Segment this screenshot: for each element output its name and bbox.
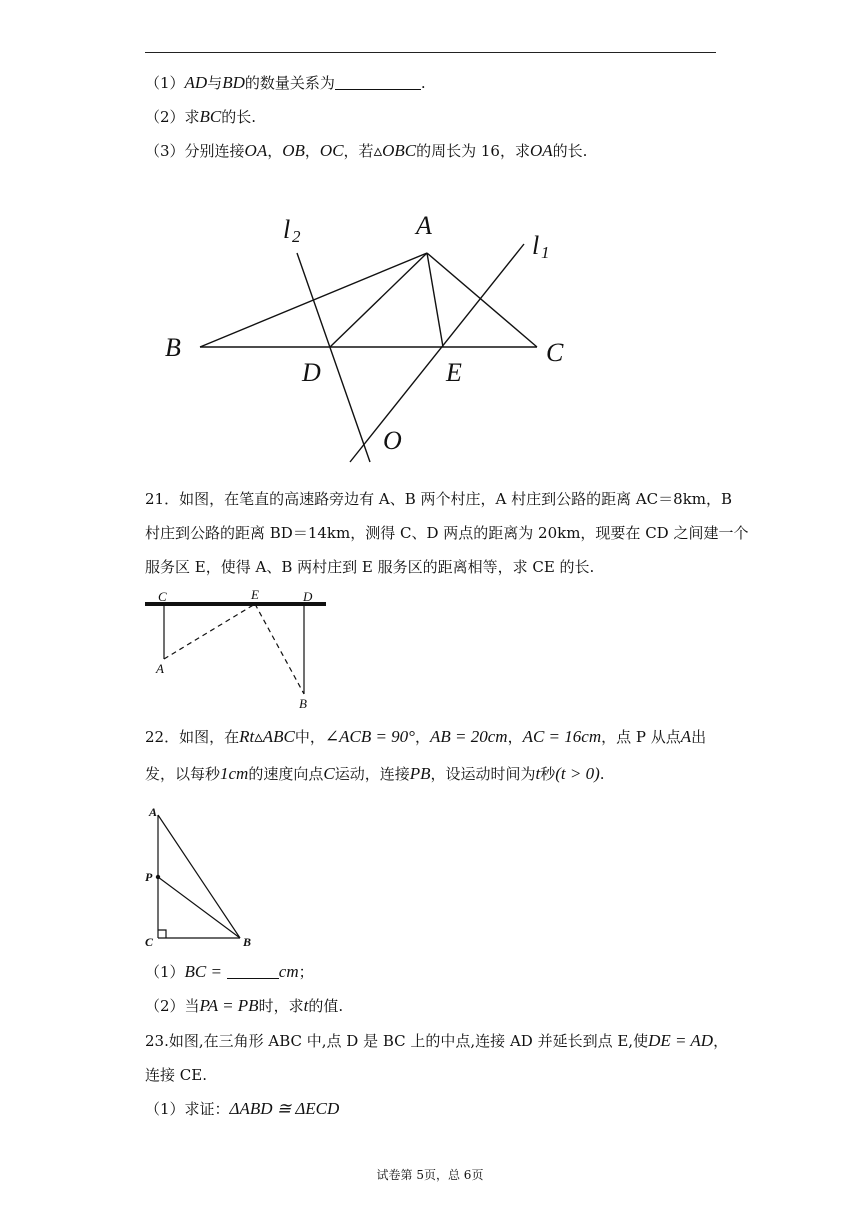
q22-part1: （1）BC = cm； (145, 962, 314, 981)
q22-part2: （2）当PA = PB时，求t的值. (145, 996, 344, 1015)
q21-line2: 村庄到公路的距离 BD＝14km，测得 C、D 两点的距离为 20km，现要在 CD 之间建一个 (145, 524, 749, 542)
label-c: C (145, 935, 154, 949)
label-l1: l (532, 231, 540, 260)
label-l2: l (283, 215, 291, 244)
label-e: E (446, 358, 462, 387)
label-l1-sub: 1 (541, 243, 550, 262)
right-angle-mark (158, 930, 166, 938)
q22-line2: 发，以每秒1cm的速度向点C运动，连接PB，设运动时间为t秒(t > 0). (145, 764, 605, 783)
label-c: C (546, 338, 564, 367)
page-footer: 试卷第 5页，总 6页 (376, 1168, 484, 1182)
q20-part2: （2）求BC的长. (145, 107, 257, 126)
label-a: A (416, 211, 432, 240)
label-p: P (145, 870, 153, 884)
label-e: E (251, 587, 259, 602)
q20-part3: （3）分别连接OA，OB，OC，若▵OBC的周长为 16，求OA的长. (145, 141, 588, 160)
q20-part1: （1）AD与BD的数量关系为 . (145, 73, 426, 92)
label-a: A (149, 805, 158, 819)
segment-pb (158, 877, 240, 938)
q23-line2: 连接 CE. (145, 1066, 207, 1084)
label-b: B (165, 333, 181, 362)
q21-line3: 服务区 E，使得 A、B 两村庄到 E 服务区的距离相等，求 CE 的长. (145, 558, 595, 576)
q23-part1: （1）求证：ΔABD ≅ ΔECD (145, 1099, 340, 1118)
segment-ab (158, 815, 240, 938)
answer-blank[interactable] (227, 962, 279, 979)
label-d: D (302, 358, 321, 387)
q22-line1: 22．如图，在Rt▵ABC中，∠ACB = 90°，AB = 20cm，AC = 16cm，点 P 从点A出 (145, 727, 707, 746)
q23-line1: 23.如图,在三角形 ABC 中,点 D 是 BC 上的中点,连接 AD 并延长到点 E,使DE = AD， (145, 1031, 729, 1050)
label-a: A (156, 661, 164, 676)
point-p (156, 875, 160, 879)
label-d: D (303, 589, 313, 604)
label-b: B (243, 935, 252, 949)
q21-line1: 21．如图，在笔直的高速路旁边有 A、B 两个村庄，A 村庄到公路的距离 AC＝8km，B (145, 490, 733, 508)
label-c: C (158, 589, 167, 604)
label-b: B (299, 696, 307, 711)
label-l2-sub: 2 (292, 227, 301, 246)
label-o: O (383, 426, 402, 455)
